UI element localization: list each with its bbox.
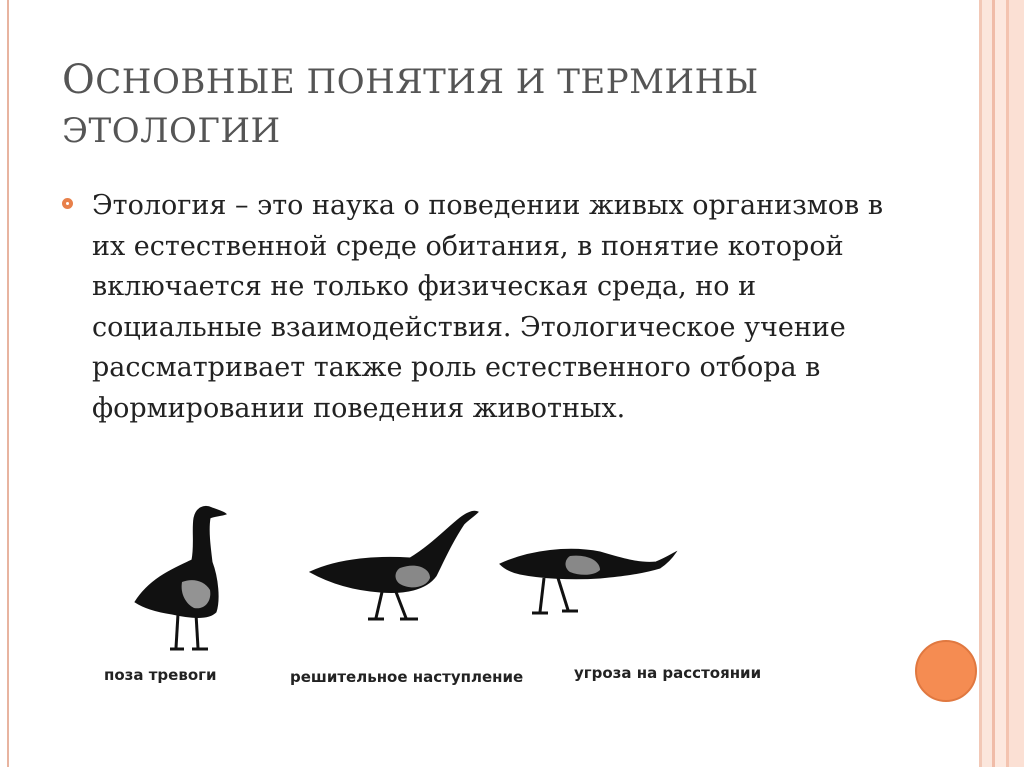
title-line1: СНОВНЫЕ ПОНЯТИЯ И ТЕРМИНЫ bbox=[95, 62, 759, 102]
goose-alarm-posture bbox=[135, 506, 226, 649]
goose-threat-posture bbox=[500, 549, 676, 613]
goose-attack-posture bbox=[310, 511, 478, 619]
right-decor-stripes bbox=[976, 0, 1024, 767]
bullet-ring-icon bbox=[62, 198, 73, 209]
slide-title bbox=[62, 56, 922, 156]
bullet-text: Этология – это наука о поведении живых организмов в их естественной среде обитания, в понятие которой включается не только физическая среда, но и социальные взаимодействия. Этологическое учение рассматривает также роль естественного отбора в формировании поведения животных. bbox=[92, 190, 884, 424]
caption-threat: угроза на расстоянии bbox=[574, 664, 762, 682]
caption-alarm: поза тревоги bbox=[104, 666, 217, 684]
caption-attack: решительное наступление bbox=[290, 668, 524, 686]
left-border-line bbox=[7, 0, 9, 767]
title-line2: ЭТОЛОГИИ bbox=[62, 111, 281, 151]
title-initial: О bbox=[62, 57, 96, 103]
goose-postures-figure bbox=[100, 490, 800, 700]
decor-orange-circle bbox=[915, 640, 977, 702]
